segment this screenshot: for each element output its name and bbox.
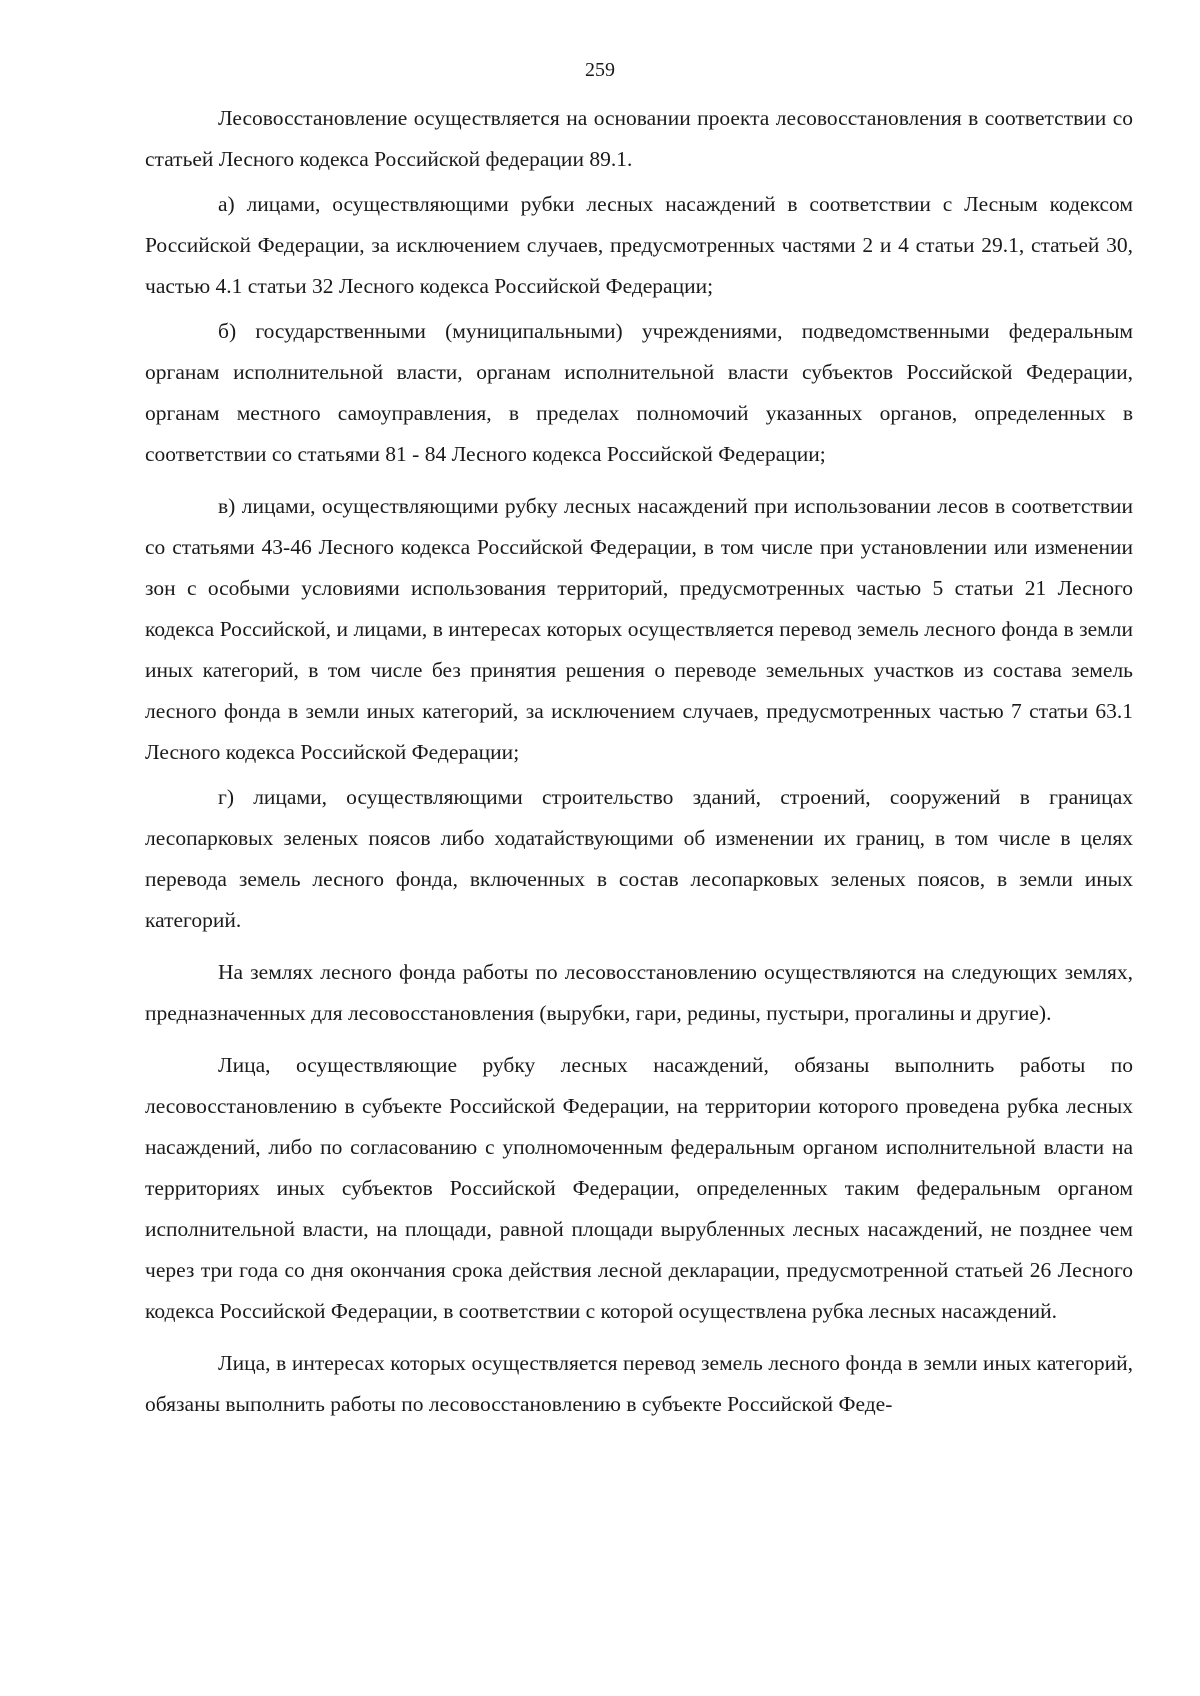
paragraph-forest-fund-lands: На землях лесного фонда работы по лесовосстановлению осуществляются на следующих землях, предназначенных для лесовосстановления (вырубки, гари, редины, пустыри, прогалины и другие). (145, 960, 1133, 1025)
paragraph-item-b: б) государственными (муниципальными) учреждениями, подведомственными федеральным органам исполнительной власти, органам исполнительной власти субъектов Российской Федерации, органам местного самоуправления, в пределах полномочий указанных органов, определенных в соответствии со статьями 81 - 84 Лесного кодекса Российской Федерации; (145, 319, 1133, 466)
paragraph-item-g: г) лицами, осуществляющими строительство зданий, строений, сооружений в границах лесопарковых зеленых поясов либо ходатайствующими об изменении их границ, в том числе в целях перевода земель лесного фонда, включенных в состав лесопарковых зеленых поясов, в земли иных категорий. (145, 785, 1133, 932)
paragraph-felling-obligations: Лица, осуществляющие рубку лесных насаждений, обязаны выполнить работы по лесовосстановлению в субъекте Российской Федерации, на территории которого проведена рубка лесных насаждений, либо по согласованию с уполномоченным федеральным органом исполнительной власти на территориях иных субъектов Российской Федерации, определенных таким федеральным органом исполнительной власти, на площади, равной площади вырубленных лесных насаждений, не позднее чем через три года со дня окончания срока действия лесной декларации, предусмотренной статьей 26 Лесного кодекса Российской Федерации, в соответствии с которой осуществлена рубка лесных насаждений. (145, 1053, 1133, 1323)
document-body (145, 98, 1133, 1425)
paragraph-reforestation-basis: Лесовосстановление осуществляется на основании проекта лесовосстановления в соответствии со статьей Лесного кодекса Российской федерации 89.1. (145, 106, 1133, 171)
page-number: 259 (585, 59, 615, 81)
paragraph-item-v: в) лицами, осуществляющими рубку лесных насаждений при использовании лесов в соответствии со статьями 43-46 Лесного кодекса Российской Федерации, в том числе при установлении или изменении зон с особыми условиями использования территорий, предусмотренных частью 5 статьи 21 Лесного кодекса Российской, и лицами, в интересах которых осуществляется перевод земель лесного фонда в земли иных категорий, в том числе без принятия решения о переводе земельных участков из состава земель лесного фонда в земли иных категорий, за исключением случаев, предусмотренных частью 7 статьи 63.1 Лесного кодекса Российской Федерации; (145, 494, 1133, 764)
paragraph-item-a: а) лицами, осуществляющими рубки лесных насаждений в соответствии с Лесным кодексом Российской Федерации, за исключением случаев, предусмотренных частями 2 и 4 статьи 29.1, статьей 30, частью 4.1 статьи 32 Лесного кодекса Российской Федерации; (145, 192, 1133, 298)
paragraph-land-transfer-obligations: Лица, в интересах которых осуществляется перевод земель лесного фонда в земли иных категорий, обязаны выполнить работы по лесовосстановлению в субъекте Российской Феде- (145, 1351, 1133, 1416)
